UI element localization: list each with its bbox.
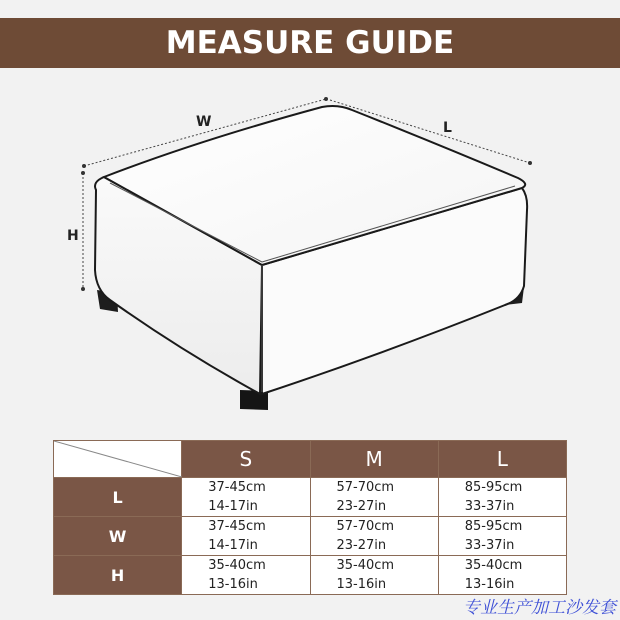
- table-cell: [182, 556, 310, 595]
- table-row: [54, 517, 567, 556]
- in-value: 13-16in: [208, 577, 258, 592]
- corner-diagonal: [54, 441, 182, 477]
- ottoman-illustration: [0, 80, 620, 420]
- cm-value: 37-45cm: [208, 480, 266, 495]
- table-row: [54, 478, 567, 517]
- length-label: L: [443, 120, 452, 136]
- cm-value: 85-95cm: [464, 480, 523, 495]
- column-header-s: S: [182, 441, 310, 478]
- row-header-length: L: [54, 478, 182, 517]
- in-value: 13-16in: [464, 577, 515, 592]
- height-label: H: [67, 228, 79, 244]
- table-cell: [438, 556, 566, 595]
- ottoman-diagram: [0, 80, 620, 420]
- row-header-height: H: [54, 556, 182, 595]
- table-cell: [438, 517, 566, 556]
- table-header-row: [54, 441, 567, 478]
- in-value: 13-16in: [336, 577, 387, 592]
- in-value: 23-27in: [336, 538, 387, 553]
- size-table: [53, 440, 567, 595]
- watermark-text: 专业生产加工沙发套: [463, 598, 616, 618]
- size-table-container: [53, 440, 567, 590]
- table-cell: [310, 556, 438, 595]
- page-title: MEASURE GUIDE: [165, 25, 455, 61]
- table-cell: [310, 517, 438, 556]
- title-banner: [0, 18, 620, 68]
- table-corner-cell: [54, 441, 182, 478]
- cm-value: 35-40cm: [464, 558, 523, 573]
- in-value: 23-27in: [336, 499, 387, 514]
- in-value: 33-37in: [464, 499, 515, 514]
- column-header-l: L: [438, 441, 566, 478]
- cm-value: 85-95cm: [464, 519, 523, 534]
- in-value: 14-17in: [208, 538, 258, 553]
- table-cell: [310, 478, 438, 517]
- table-cell: [182, 478, 310, 517]
- table-row: [54, 556, 567, 595]
- column-header-m: M: [310, 441, 438, 478]
- cm-value: 35-40cm: [336, 558, 395, 573]
- cm-value: 37-45cm: [208, 519, 266, 534]
- cm-value: 35-40cm: [208, 558, 266, 573]
- in-value: 14-17in: [208, 499, 258, 514]
- row-header-width: W: [54, 517, 182, 556]
- cm-value: 57-70cm: [336, 519, 395, 534]
- cm-value: 57-70cm: [336, 480, 395, 495]
- table-cell: [182, 517, 310, 556]
- width-label: W: [196, 114, 212, 130]
- in-value: 33-37in: [464, 538, 515, 553]
- table-cell: [438, 478, 566, 517]
